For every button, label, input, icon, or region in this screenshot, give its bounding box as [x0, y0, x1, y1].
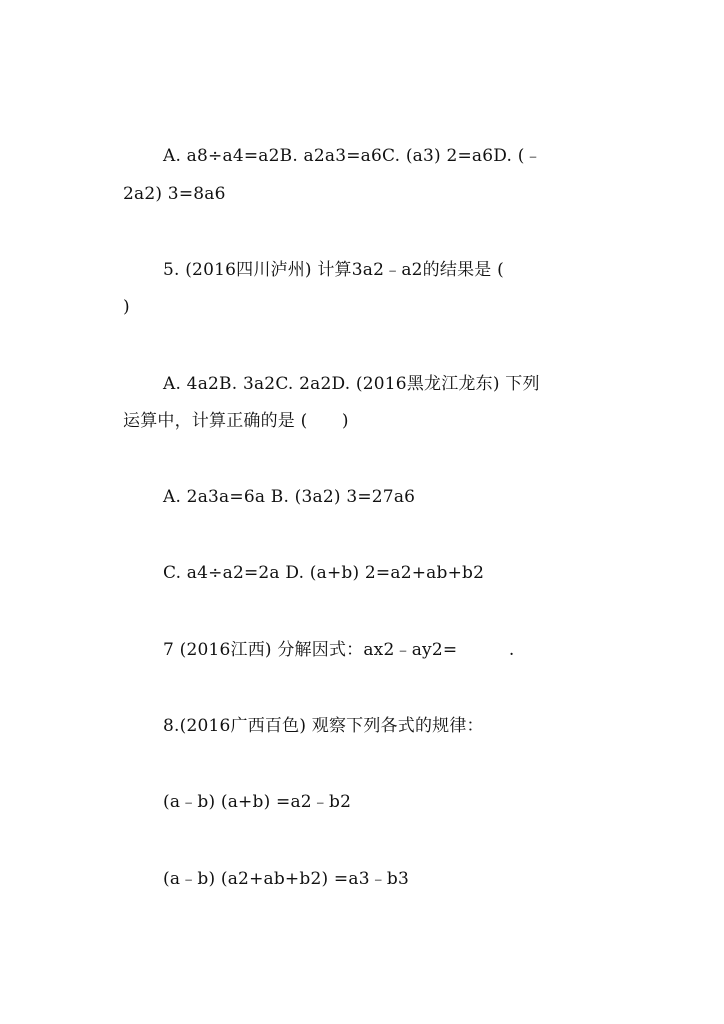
question-6-options-ab: A. 2a3a=6a B. (3a2) 3=27a6: [163, 487, 416, 507]
question-4-options-line-1: A. a8÷a4=a2B. a2a3=a6C. (a3) 2=a6D. (﹣: [163, 146, 542, 166]
question-8-stem: 8.(2016广西百色) 观察下列各式的规律：: [163, 716, 484, 736]
formula-line-1: (a﹣b) (a+b) =a2﹣b2: [163, 792, 352, 812]
question-5-options-line: A. 4a2B. 3a2C. 2a2D. (2016黑龙江龙东) 下列: [163, 374, 540, 394]
question-4-options-line-2: 2a2) 3=8a6: [123, 184, 226, 204]
question-7-stem: 7 (2016江西) 分解因式：ax2﹣ay2= .: [163, 640, 515, 660]
question-5-stem-line-1: 5. (2016四川泸州) 计算3a2﹣a2的结果是 (: [163, 260, 504, 280]
question-6-options-cd: C. a4÷a2=2a D. (a+b) 2=a2+ab+b2: [163, 563, 485, 583]
question-5-stem-line-2: ): [123, 297, 130, 317]
question-6-stem-line: 运算中，计算正确的是 ( ): [123, 411, 349, 431]
formula-line-2: (a﹣b) (a2+ab+b2) =a3﹣b3: [163, 869, 410, 889]
